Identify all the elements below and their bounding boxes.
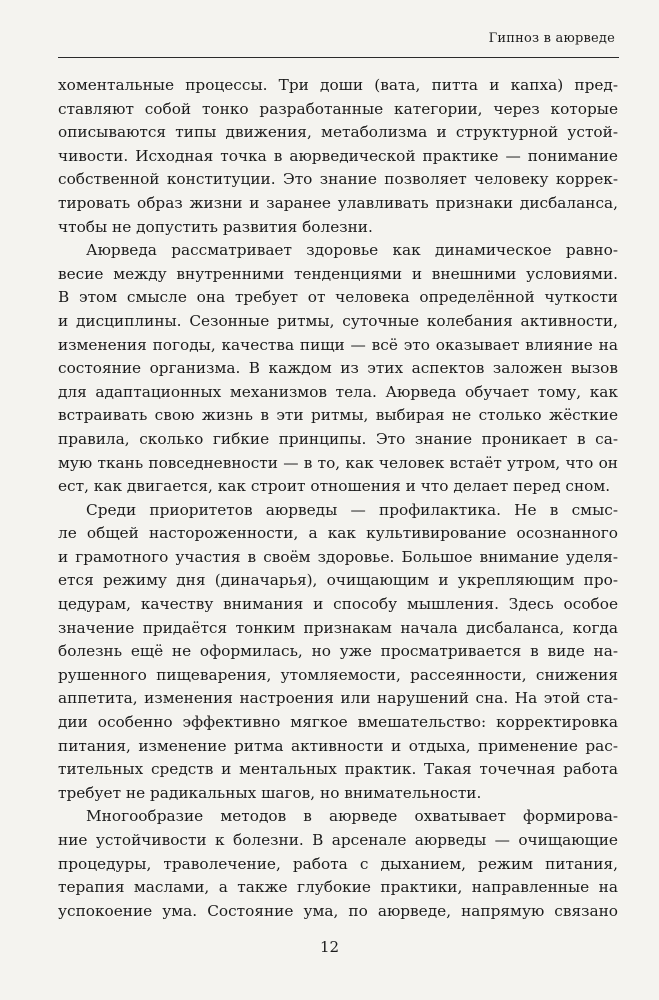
text-line: В этом смысле она требует от человека определённой чуткости <box>58 288 618 307</box>
text-line: ест, как двигается, как строит отношения и что делает перед сном. <box>58 477 611 496</box>
text-line: терапия маслами, а также глубокие практики, направленные на <box>58 878 618 897</box>
text-line: ется режиму дня (диначарья), очищающим и укрепляющим про- <box>58 571 618 590</box>
text-line: ставляют собой тонко разработанные категории, через которые <box>58 99 618 118</box>
text-line: весие между внутренними тенденциями и внешними условиями. <box>58 264 618 283</box>
paragraph <box>58 239 618 499</box>
text-line: правила, сколько гибкие принципы. Это знание проникает в са- <box>58 429 618 448</box>
text-line: требует не радикальных шагов, но внимательности. <box>58 783 482 802</box>
text-line: ние устойчивости к болезни. В арсенале аюрведы — очищающие <box>58 831 618 849</box>
text-line: собственной конституции. Это знание позволяет человеку коррек- <box>58 170 618 189</box>
paragraph <box>58 805 618 923</box>
paragraph <box>58 499 618 806</box>
text-line: Многообразие методов в аюрведе охватывает формирова- <box>86 807 618 826</box>
text-line: питания, изменение ритма активности и отдыха, применение рас- <box>58 736 618 755</box>
text-line: мую ткань повседневности — в то, как человек встаёт утром, что он <box>58 453 618 472</box>
text-line: и дисциплины. Сезонные ритмы, суточные колебания активности, <box>58 311 618 330</box>
text-line: тительных средств и ментальных практик. Такая точечная работа <box>58 760 618 779</box>
text-line: болезнь ещё не оформилась, но уже просматривается в виде на- <box>58 642 618 661</box>
body-text <box>58 74 618 923</box>
text-line: и грамотного участия в своём здоровье. Большое внимание уделя- <box>58 547 618 566</box>
text-line: успокоение ума. Состояние ума, по аюрведе, напрямую связано <box>58 901 618 920</box>
text-line: Среди приоритетов аюрведы — профилактика. Не в смыс- <box>86 500 618 519</box>
running-header: Гипноз в аюрведе <box>58 31 619 58</box>
text-line: хоментальные процессы. Три доши (вата, питта и капха) пред- <box>58 76 618 94</box>
text-line: ле общей настороженности, а как культивирование осознанного <box>58 524 618 543</box>
text-line: цедурам, качеству внимания и способу мышления. Здесь особое <box>58 595 618 614</box>
text-line: описываются типы движения, метаболизма и структурной устой- <box>58 123 618 142</box>
text-line: дии особенно эффективно мягкое вмешательство: корректировка <box>58 713 618 732</box>
text-line: чтобы не допустить развития болезни. <box>58 217 373 236</box>
text-line: изменения погоды, качества пищи — всё это оказывает влияние на <box>58 335 618 354</box>
text-line: Аюрведа рассматривает здоровье как динамическое равно- <box>86 241 618 260</box>
text-line: встраивать свою жизнь в эти ритмы, выбирая не столько жёсткие <box>58 406 618 425</box>
text-line: тировать образ жизни и заранее улавливать признаки дисбаланса, <box>58 193 618 212</box>
paragraph <box>58 74 618 239</box>
text-line: аппетита, изменения настроения или нарушений сна. На этой ста- <box>58 689 618 708</box>
text-line: процедуры, траволечение, работа с дыханием, режим питания, <box>58 854 618 873</box>
text-line: значение придаётся тонким признакам начала дисбаланса, когда <box>58 618 618 637</box>
text-line: состояние организма. В каждом из этих аспектов заложен вызов <box>58 359 618 378</box>
text-line: для адаптационных механизмов тела. Аюрведа обучает тому, как <box>58 382 618 401</box>
page-number: 12 <box>319 938 340 956</box>
text-line: рушенного пищеварения, утомляемости, рассеянности, снижения <box>58 665 618 684</box>
text-line: чивости. Исходная точка в аюрведической практике — понимание <box>58 146 618 165</box>
